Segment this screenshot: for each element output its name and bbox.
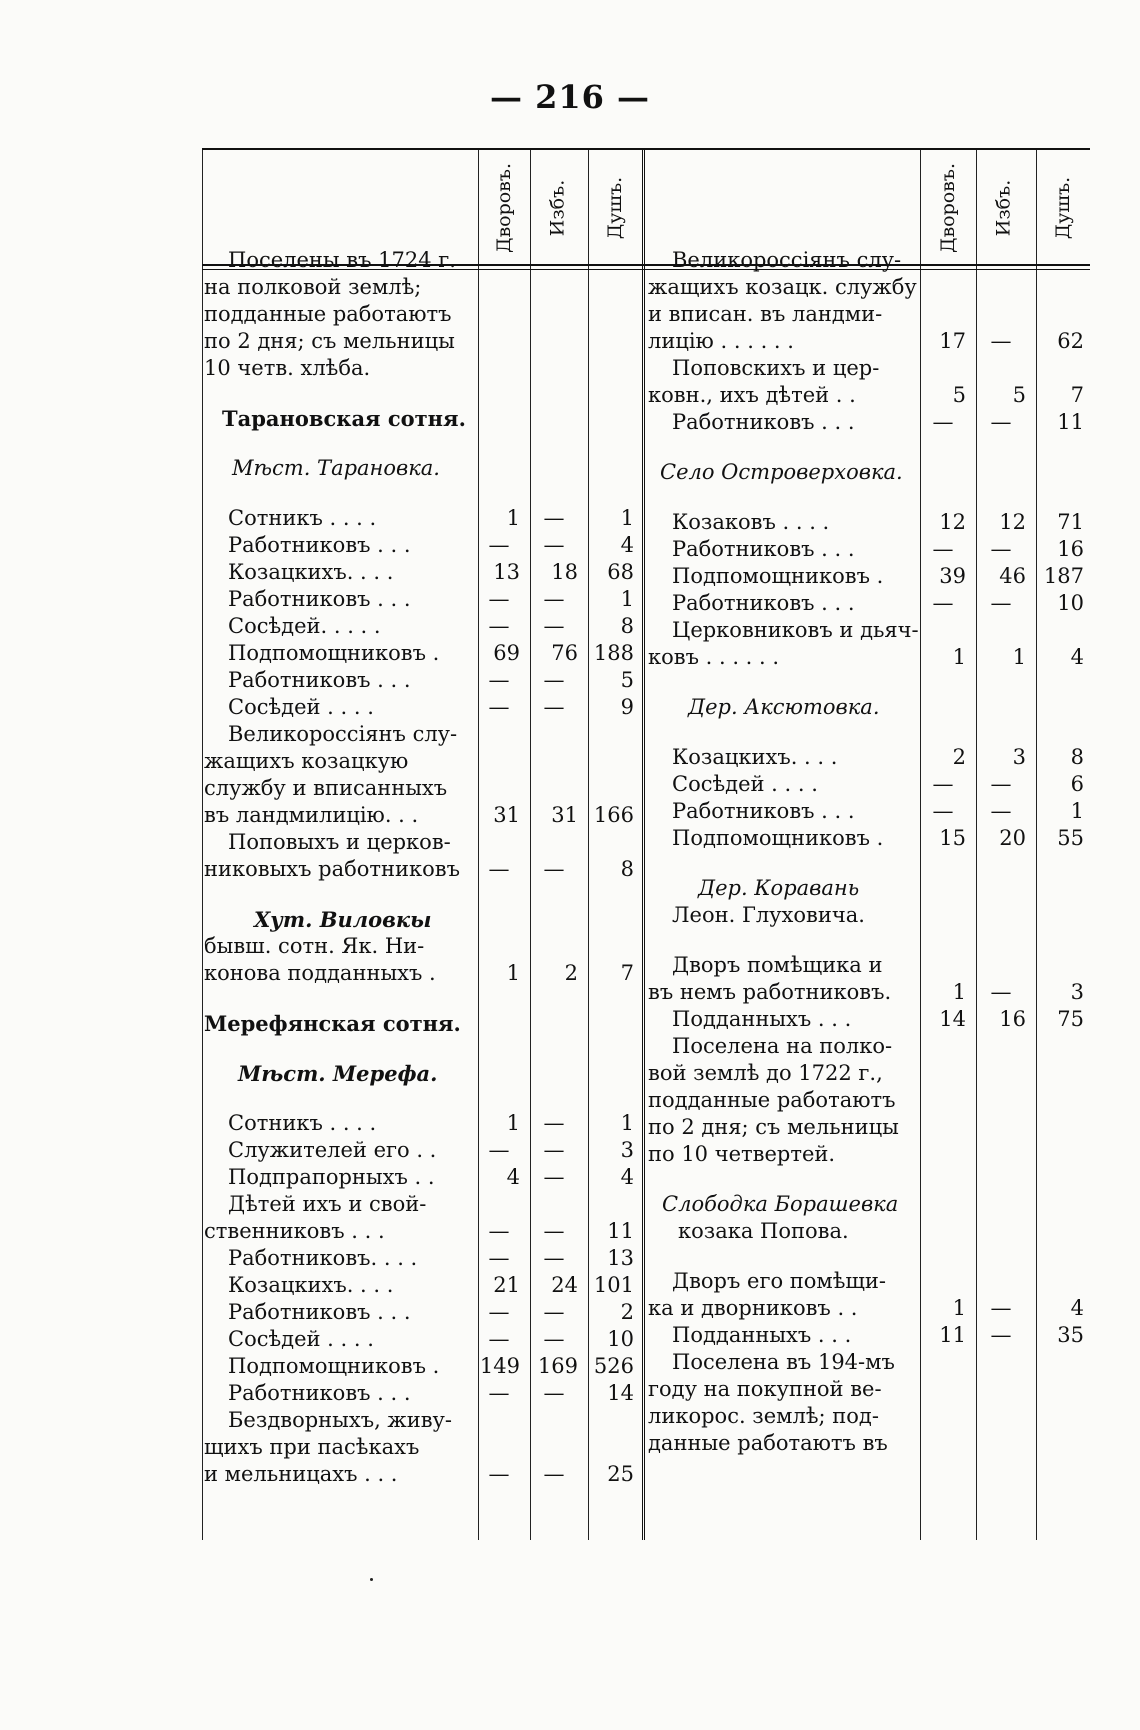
left-entry-label: Подпрапорныхъ . . xyxy=(228,1165,435,1189)
right-value-dvorov: 1 xyxy=(952,645,966,669)
right-entry-label: Великороссіянъ слу- xyxy=(672,248,902,272)
right-entry-label: ка и дворниковъ . . xyxy=(648,1296,858,1320)
right-value-dvorov: — xyxy=(932,537,954,561)
left-value-dush: 2 xyxy=(620,1300,634,1324)
left-value-izb: 18 xyxy=(551,560,578,584)
left-value-dush: 68 xyxy=(607,560,634,584)
right-entry-label: Дер. Аксютовка. xyxy=(688,695,880,719)
left-entry-label: Поповыхъ и церков- xyxy=(228,830,451,854)
left-value-izb: — xyxy=(543,668,565,692)
right-value-dush: 35 xyxy=(1057,1323,1084,1347)
left-value-dvorov: 1 xyxy=(506,1111,520,1135)
left-value-dvorov: — xyxy=(488,1381,510,1405)
left-entry-label: Служителей его . . xyxy=(228,1138,437,1162)
right-value-izb: — xyxy=(990,799,1012,823)
right-value-dvorov: 5 xyxy=(952,383,966,407)
right-entry-label: Село Островерховка. xyxy=(660,460,903,484)
left-value-dvorov: — xyxy=(488,1246,510,1270)
left-value-dush: 4 xyxy=(620,533,634,557)
right-entry-label: Козацкихъ. . . . xyxy=(672,745,838,769)
right-entry-label: и вписан. въ ландми- xyxy=(648,302,883,326)
right-value-izb: 1 xyxy=(1012,645,1026,669)
right-entry-label: Церковниковъ и дьяч- xyxy=(672,618,919,642)
right-entry-label: ликорос. землѣ; под- xyxy=(648,1404,879,1428)
right-entry-label: Поселена на полко- xyxy=(672,1034,893,1058)
left-value-dush: 8 xyxy=(620,614,634,638)
left-entry-label: жащихъ козацкую xyxy=(204,749,409,773)
left-value-dvorov: — xyxy=(488,614,510,638)
right-value-dvorov: 14 xyxy=(939,1007,966,1031)
left-value-dvorov: — xyxy=(488,668,510,692)
left-value-izb: 76 xyxy=(551,641,578,665)
right-entry-label: въ немъ работниковъ. xyxy=(648,980,892,1004)
left-value-izb: — xyxy=(543,1219,565,1243)
right-value-dush: 11 xyxy=(1057,410,1084,434)
left-entry-label: щихъ при пасѣкахъ xyxy=(204,1435,420,1459)
header-izb: Избъ. xyxy=(992,179,1014,237)
left-value-dvorov: 149 xyxy=(479,1354,520,1378)
left-entry-label: Козацкихъ. . . . xyxy=(228,560,394,584)
right-value-dvorov: 15 xyxy=(939,826,966,850)
left-value-izb: 31 xyxy=(551,803,578,827)
left-value-dush: 1 xyxy=(620,1111,634,1135)
left-entry-label: конова подданныхъ . xyxy=(204,961,436,985)
left-entry-label: Сотникъ . . . . xyxy=(228,1111,377,1135)
left-value-izb: — xyxy=(543,506,565,530)
right-value-dush: 3 xyxy=(1070,980,1084,1004)
left-value-izb: — xyxy=(543,1300,565,1324)
left-value-dvorov: — xyxy=(488,1138,510,1162)
right-entry-label: Поселена въ 194-мъ xyxy=(672,1350,895,1374)
right-value-dvorov: — xyxy=(932,799,954,823)
right-value-dush: 55 xyxy=(1057,826,1084,850)
left-value-izb: — xyxy=(543,587,565,611)
left-value-izb: — xyxy=(543,1381,565,1405)
left-entry-label: службу и вписанныхъ xyxy=(204,776,448,800)
left-value-izb: — xyxy=(543,1246,565,1270)
left-value-dush: 1 xyxy=(620,506,634,530)
right-value-izb: — xyxy=(990,329,1012,353)
left-entry-label: Работниковъ . . . xyxy=(228,668,411,692)
right-value-izb: 20 xyxy=(999,826,1026,850)
right-entry-label: Работниковъ . . . xyxy=(672,799,855,823)
left-entry-label: Бездворныхъ, живу- xyxy=(228,1408,453,1432)
right-entry-label: Козаковъ . . . . xyxy=(672,510,830,534)
right-entry-label: ковн., ихъ дѣтей . . xyxy=(648,383,856,407)
left-value-izb: — xyxy=(543,1462,565,1486)
left-value-izb: 2 xyxy=(564,961,578,985)
right-entry-label: подданные работаютъ xyxy=(648,1088,896,1112)
right-value-izb: — xyxy=(990,1296,1012,1320)
left-value-dvorov: 21 xyxy=(493,1273,520,1297)
right-entry-label: году на покупной ве- xyxy=(648,1377,882,1401)
left-value-dvorov: 31 xyxy=(493,803,520,827)
left-entry-label: бывш. сотн. Як. Ни- xyxy=(204,934,425,958)
left-entry-label: Сосѣдей. . . . . xyxy=(228,614,381,638)
left-value-dush: 188 xyxy=(593,641,634,665)
right-value-dvorov: 1 xyxy=(952,1296,966,1320)
left-value-dush: 9 xyxy=(620,695,634,719)
left-entry-label: Дѣтей ихъ и свой- xyxy=(228,1192,427,1216)
left-value-izb: — xyxy=(543,614,565,638)
right-value-dush: 71 xyxy=(1057,510,1084,534)
header-dush: Душъ. xyxy=(1052,176,1075,240)
right-value-izb: — xyxy=(990,537,1012,561)
left-value-dush: 7 xyxy=(620,961,634,985)
left-value-dush: 4 xyxy=(620,1165,634,1189)
left-value-dvorov: — xyxy=(488,533,510,557)
left-entry-label: Поселены въ 1724 г. xyxy=(228,248,456,272)
left-entry-label: подданные работаютъ xyxy=(204,302,452,326)
left-entry-label: Подпомощниковъ . xyxy=(228,1354,440,1378)
right-value-dvorov: 11 xyxy=(939,1323,966,1347)
right-entry-label: Работниковъ . . . xyxy=(672,537,855,561)
left-value-dvorov: — xyxy=(488,1300,510,1324)
left-entry-label: никовыхъ работниковъ xyxy=(204,857,460,881)
right-value-dush: 62 xyxy=(1057,329,1084,353)
right-value-dush: 4 xyxy=(1070,645,1084,669)
left-entry-label: 10 четв. хлѣба. xyxy=(204,356,371,380)
left-entry-label: Работниковъ . . . xyxy=(228,1300,411,1324)
right-value-dvorov: — xyxy=(932,591,954,615)
left-value-dvorov: — xyxy=(488,1219,510,1243)
left-value-dush: 10 xyxy=(607,1327,634,1351)
left-entry-label: Сосѣдей . . . . xyxy=(228,1327,374,1351)
left-entry-label: Мѣст. Мерефа. xyxy=(238,1061,438,1086)
left-entry-label: Работниковъ . . . xyxy=(228,1381,411,1405)
left-value-dush: 14 xyxy=(607,1381,634,1405)
right-value-izb: — xyxy=(990,980,1012,1004)
left-value-izb: — xyxy=(543,1327,565,1351)
left-entry-label: Подпомощниковъ . xyxy=(228,641,440,665)
left-value-dvorov: 69 xyxy=(493,641,520,665)
right-entry-label: Подданныхъ . . . xyxy=(672,1007,852,1031)
right-value-dush: 6 xyxy=(1070,772,1084,796)
left-value-dvorov: — xyxy=(488,1327,510,1351)
right-entry-label: жащихъ козацк. службу xyxy=(648,275,917,299)
left-entry-label: Тарановская сотня. xyxy=(222,406,466,431)
right-entry-label: Работниковъ . . . xyxy=(672,591,855,615)
right-entry-label: Слободка Борашевка xyxy=(662,1192,899,1216)
right-entry-label: козака Попова. xyxy=(678,1219,849,1243)
header-dvorov: Дворовъ. xyxy=(493,162,516,254)
right-value-izb: 3 xyxy=(1012,745,1026,769)
left-value-dvorov: — xyxy=(488,857,510,881)
left-entry-label: Козацкихъ. . . . xyxy=(228,1273,394,1297)
left-value-izb: — xyxy=(543,533,565,557)
left-value-dush: 5 xyxy=(620,668,634,692)
right-value-izb: 16 xyxy=(999,1007,1026,1031)
left-value-izb: 24 xyxy=(551,1273,578,1297)
left-entry-label: на полковой землѣ; xyxy=(204,275,422,299)
left-entry-label: Мерефянская сотня. xyxy=(204,1011,461,1036)
right-entry-label: Подпомощниковъ . xyxy=(672,826,884,850)
left-value-dvorov: 4 xyxy=(506,1165,520,1189)
left-entry-label: Работниковъ. . . . xyxy=(228,1246,418,1270)
left-entry-label: Работниковъ . . . xyxy=(228,587,411,611)
right-value-dvorov: 17 xyxy=(939,329,966,353)
right-value-izb: 5 xyxy=(1012,383,1026,407)
census-table xyxy=(202,148,1090,1540)
left-entry-label: ственниковъ . . . xyxy=(204,1219,385,1243)
right-entry-label: Поповскихъ и цер- xyxy=(672,356,880,380)
right-entry-label: Дер. Коравань xyxy=(698,876,860,900)
left-value-dvorov: — xyxy=(488,587,510,611)
right-value-dvorov: — xyxy=(932,410,954,434)
right-value-dush: 4 xyxy=(1070,1296,1084,1320)
right-value-dush: 10 xyxy=(1057,591,1084,615)
right-value-dvorov: 1 xyxy=(952,980,966,1004)
right-entry-label: вой землѣ до 1722 г., xyxy=(648,1061,883,1085)
right-value-izb: — xyxy=(990,591,1012,615)
right-value-izb: — xyxy=(990,772,1012,796)
page-number: — 216 — xyxy=(489,78,651,116)
left-value-dush: 3 xyxy=(620,1138,634,1162)
right-value-dush: 187 xyxy=(1043,564,1084,588)
left-value-dvorov: 13 xyxy=(493,560,520,584)
left-entry-label: Работниковъ . . . xyxy=(228,533,411,557)
right-value-izb: — xyxy=(990,410,1012,434)
left-entry-label: Великороссіянъ слу- xyxy=(228,722,458,746)
right-entry-label: Подпомощниковъ . xyxy=(672,564,884,588)
left-value-dvorov: 1 xyxy=(506,961,520,985)
left-value-dush: 526 xyxy=(593,1354,634,1378)
right-entry-label: по 2 дня; съ мельницы xyxy=(648,1115,899,1139)
left-entry-label: Сотникъ . . . . xyxy=(228,506,377,530)
left-value-izb: 169 xyxy=(537,1354,578,1378)
right-value-dush: 8 xyxy=(1070,745,1084,769)
table-border-left xyxy=(202,150,203,1540)
right-entry-label: по 10 четвертей. xyxy=(648,1142,836,1166)
left-value-izb: — xyxy=(543,857,565,881)
left-entry-label: Мѣст. Тарановка. xyxy=(232,456,440,480)
left-value-izb: — xyxy=(543,1138,565,1162)
right-entry-label: Дворъ помѣщика и xyxy=(672,953,883,977)
left-entry-label: Сосѣдей . . . . xyxy=(228,695,374,719)
left-entry-label: по 2 дня; съ мельницы xyxy=(204,329,455,353)
right-value-dvorov: 2 xyxy=(952,745,966,769)
left-value-dvorov: 1 xyxy=(506,506,520,530)
print-speck xyxy=(370,1578,373,1581)
right-value-dvorov: 12 xyxy=(939,510,966,534)
left-value-dush: 11 xyxy=(607,1219,634,1243)
right-entry-label: Работниковъ . . . xyxy=(672,410,855,434)
left-value-izb: — xyxy=(543,1111,565,1135)
right-value-izb: 46 xyxy=(999,564,1026,588)
right-value-dvorov: 39 xyxy=(939,564,966,588)
left-entry-label: Хут. Виловкы xyxy=(254,907,432,932)
left-value-izb: — xyxy=(543,1165,565,1189)
left-entry-label: и мельницахъ . . . xyxy=(204,1462,398,1486)
center-divider xyxy=(642,150,648,1540)
right-entry-label: Дворъ его помѣщи- xyxy=(672,1269,887,1293)
header-dvorov: Дворовъ. xyxy=(937,162,960,254)
header-dush: Душъ. xyxy=(604,176,627,240)
left-entry-label: въ ландмилицію. . . xyxy=(204,803,419,827)
left-value-dush: 101 xyxy=(593,1273,634,1297)
right-entry-label: ковъ . . . . . . xyxy=(648,645,780,669)
header-izb: Избъ. xyxy=(546,179,568,237)
left-value-dush: 13 xyxy=(607,1246,634,1270)
right-entry-label: Леон. Глуховича. xyxy=(672,903,865,927)
right-entry-label: данные работаютъ въ xyxy=(648,1431,888,1455)
right-value-dush: 16 xyxy=(1057,537,1084,561)
right-entry-label: Сосѣдей . . . . xyxy=(672,772,818,796)
right-value-dush: 75 xyxy=(1057,1007,1084,1031)
right-entry-label: лицію . . . . . . xyxy=(648,329,794,353)
left-value-dush: 8 xyxy=(620,857,634,881)
left-value-dvorov: — xyxy=(488,695,510,719)
left-value-dush: 166 xyxy=(593,803,634,827)
left-value-dush: 25 xyxy=(607,1462,634,1486)
right-value-izb: 12 xyxy=(999,510,1026,534)
left-value-dush: 1 xyxy=(620,587,634,611)
left-value-izb: — xyxy=(543,695,565,719)
right-value-izb: — xyxy=(990,1323,1012,1347)
right-value-dush: 7 xyxy=(1070,383,1084,407)
left-value-dvorov: — xyxy=(488,1462,510,1486)
right-value-dush: 1 xyxy=(1070,799,1084,823)
right-value-dvorov: — xyxy=(932,772,954,796)
right-entry-label: Подданныхъ . . . xyxy=(672,1323,852,1347)
